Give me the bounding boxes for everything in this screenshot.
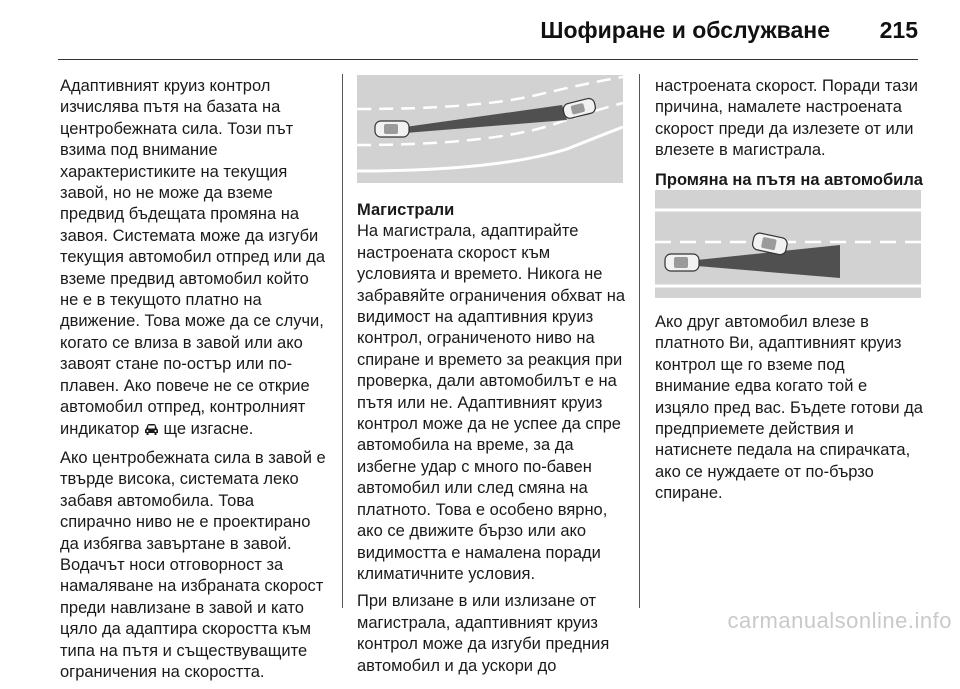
column-2	[357, 200, 627, 683]
column-3	[655, 76, 923, 205]
paragraph-continued: настроената скорост. Поради тази причина, намалете настроената скорост преди да излезете от или влезете в магистрала.	[655, 77, 918, 160]
column-3-lower	[655, 312, 923, 511]
paragraph-text: Адаптивният круиз контрол изчислява пътя на базата на центробежната сила. Този път взима под внимание характеристиките на текущия завой, но не може да вземе предвид бъдещата промяна на завоя. Системата може да изгуби текущия автомобил отпред или да вземе предвид автомобил който не е в текущото платно на движение. Това може да се случи, когато се влиза в завой или ако завоят стане по-остър или по-плавен. Ако повече не се открие автомобил отпред, контролният индикатор	[60, 77, 325, 438]
watermark: carmanualsonline.info	[727, 608, 952, 633]
column-divider-1	[342, 74, 343, 608]
section-heading-highways: Магистрали	[357, 201, 455, 219]
lane-change-radar-illustration	[655, 190, 921, 298]
header-divider	[58, 59, 918, 60]
column-1	[60, 76, 328, 689]
curved-road-radar-illustration	[357, 75, 623, 183]
column-divider-2	[639, 74, 640, 608]
paragraph-highways: На магистрала, адаптирайте настроената скорост към условията и времето. Никога не забравяйте ограничения обхват на видимост на адаптивния круиз контрол, ограниченото ниво на спиране и времето за реакция при проверка, дали автомобилът е на пътя или не. Адаптивният круиз контрол може да не успее да спре автомобила на време, за да избегне удар с много по-бавен автомобил или след смяна на платното. Това е особено вярно, ако се движите бързо или ако видимостта е намалена поради климатичните условия.	[357, 222, 626, 583]
section-heading-lane-change: Промяна на пътя на автомобила	[655, 170, 923, 189]
paragraph-text-end: ще изгасне.	[163, 419, 254, 438]
paragraph-curve-detection	[60, 76, 328, 442]
page-number: 215	[879, 17, 918, 43]
page-title: Шофиране и обслужване	[540, 17, 830, 43]
paragraph-highway-entry-exit: При влизане в или излизане от магистрала, адаптивният круиз контрол може да изгуби предния автомобил и да ускори до	[357, 592, 610, 675]
vehicle-ahead-indicator-icon	[144, 421, 159, 442]
page-header	[0, 0, 960, 60]
paragraph-lane-change: Ако друг автомобил влезе в платното Ви, адаптивният круиз контрол ще го вземе под внимание едва когато той е изцяло пред вас. Бъдете готови да предприемете действия и натиснете педала на спирачката, ако се нуждаете от по-бързо спиране.	[655, 313, 923, 503]
paragraph-centrifugal-force: Ако центробежната сила в завой е твърде висока, системата леко забавя автомобила. Това спирачно ниво не е проектирано да избягва завъртане в завой. Водачът носи отговорност за намаляване на избраната скорост преди навлизане в завой и като цяло да адаптира скоростта към типа на пътя и съществуващите ограничения на скоростта.	[60, 448, 326, 681]
